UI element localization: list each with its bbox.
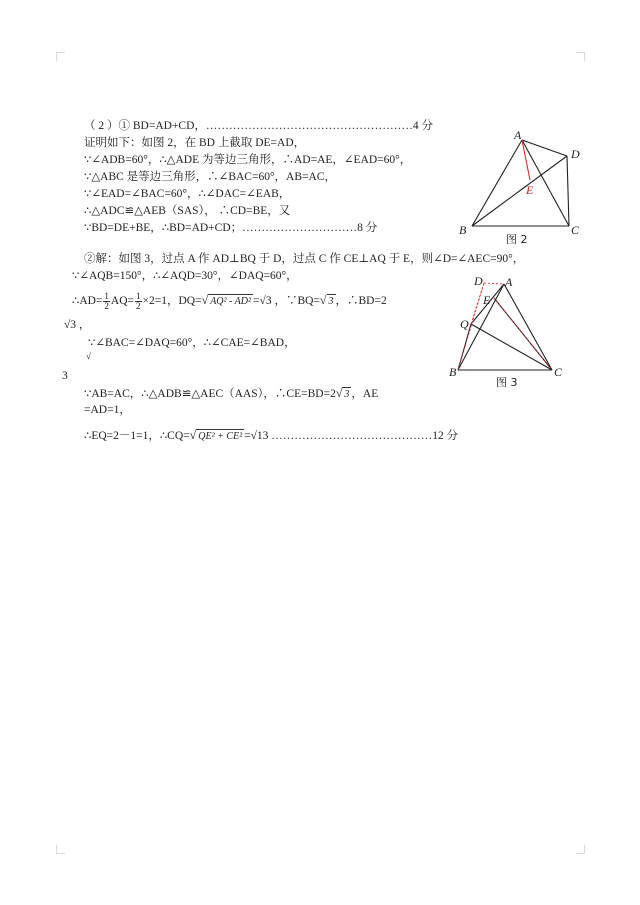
- figure-caption: 图 2: [506, 233, 528, 246]
- figure-3: [446, 276, 576, 392]
- point-label-C: C: [554, 365, 563, 379]
- segment-AD: [522, 140, 567, 156]
- figure-caption: 图 3: [496, 376, 518, 389]
- point-label-E: E: [483, 293, 491, 307]
- segment-AE: [522, 140, 530, 180]
- text-segment: =√3 ，∵BQ=: [253, 295, 320, 308]
- point-label-D: D: [474, 276, 483, 288]
- text-line-formula: [72, 292, 387, 311]
- text-line: 证明如下：如图 2，在 BD 上截取 DE=AD，: [84, 137, 306, 149]
- segment-QC: [471, 324, 552, 370]
- text-segment: ∴AD=: [72, 295, 103, 308]
- text-line: ∵BD=DE+BE，∴BD=AD+CD；…………………………8 分: [84, 222, 378, 234]
- radicand: 3: [344, 389, 350, 400]
- text-segment: ∴EQ=2－1=1，∴CQ=: [84, 430, 190, 442]
- corner-mark: [576, 52, 585, 61]
- corner-mark: [56, 52, 65, 61]
- text-line: ∵∠ADB=60°，∴△ADE 为等边三角形，∴AD=AE，∠EAD=60°，: [84, 154, 412, 166]
- radicand: QE² + CE²: [198, 431, 243, 442]
- text-line: =AD=1，: [84, 404, 131, 416]
- text-fragment: 3: [62, 370, 68, 382]
- text-segment: ×2=1，DQ=: [142, 295, 202, 308]
- segment-AB: [472, 140, 522, 226]
- radical-sign: √: [335, 386, 343, 400]
- text-fragment: √: [86, 351, 91, 361]
- point-label-D: D: [571, 147, 580, 161]
- text-line: ∵△ABC 是等边三角形，∴∠BAC=60°，AB=AC，: [84, 171, 336, 183]
- text-line: ②解：如图 3，过点 A 作 AD⊥BQ 于 D，过点 C 作 CE⊥AQ 于 E，则∠D=∠AEC=90°，: [84, 253, 525, 265]
- text-line-formula: [84, 428, 458, 444]
- fraction-numerator: 1: [136, 291, 141, 301]
- text-line: ∴△ADC≌△AEB（SAS）， ∴CD=BE，又: [84, 205, 291, 217]
- radical-sign: √: [201, 293, 209, 308]
- corner-mark: [576, 845, 585, 854]
- segment-BD: [472, 156, 567, 226]
- point-label-B: B: [459, 223, 467, 237]
- text-segment: ，∴BD=2: [335, 295, 387, 308]
- point-label-Q: Q: [460, 317, 469, 331]
- point-label-B: B: [449, 365, 457, 379]
- fraction: [135, 292, 142, 311]
- dashed-DA: [484, 283, 504, 284]
- radicand: 3: [328, 296, 334, 308]
- text-line: ∵∠BAC=∠DAQ=60°，∴∠CAE=∠BAD，: [88, 337, 296, 349]
- text-line-formula: [84, 386, 378, 402]
- fraction-denominator: 2: [104, 301, 109, 311]
- radical-sign: √: [189, 428, 197, 442]
- point-label-A: A: [505, 276, 513, 289]
- text-line: （ 2 ）① BD=AD+CD，………………………………………………4 分: [84, 120, 434, 132]
- point-label-A: A: [514, 128, 522, 142]
- corner-mark: [56, 845, 65, 854]
- segment-AC: [504, 284, 552, 370]
- text-segment: ∵AB=AC，∴△ADB≌△AEC（AAS），∴CE=BD=2: [84, 388, 336, 400]
- figure-2: [452, 126, 592, 246]
- point-label-C: C: [571, 223, 580, 237]
- point-label-E: E: [526, 183, 534, 197]
- fraction-denominator: 2: [136, 301, 141, 311]
- text-segment: ，AE: [351, 388, 379, 400]
- fraction-numerator: 1: [104, 291, 109, 301]
- radical-sign: √: [319, 293, 327, 308]
- text-line: ∵∠EAD=∠BAC=60°，∴∠DAC=∠EAB，: [84, 188, 291, 200]
- text-line: √3 ，: [64, 319, 91, 331]
- text-segment: =√13 ……………………………………12 分: [244, 430, 459, 442]
- fraction: [103, 292, 110, 311]
- radicand: AQ² - AD²: [210, 296, 252, 308]
- segment-DC: [567, 156, 569, 226]
- text-line: ∵∠AQB=150°，∴∠AQD=30°，∠DAQ=60°，: [72, 270, 298, 282]
- text-segment: AQ=: [110, 295, 135, 308]
